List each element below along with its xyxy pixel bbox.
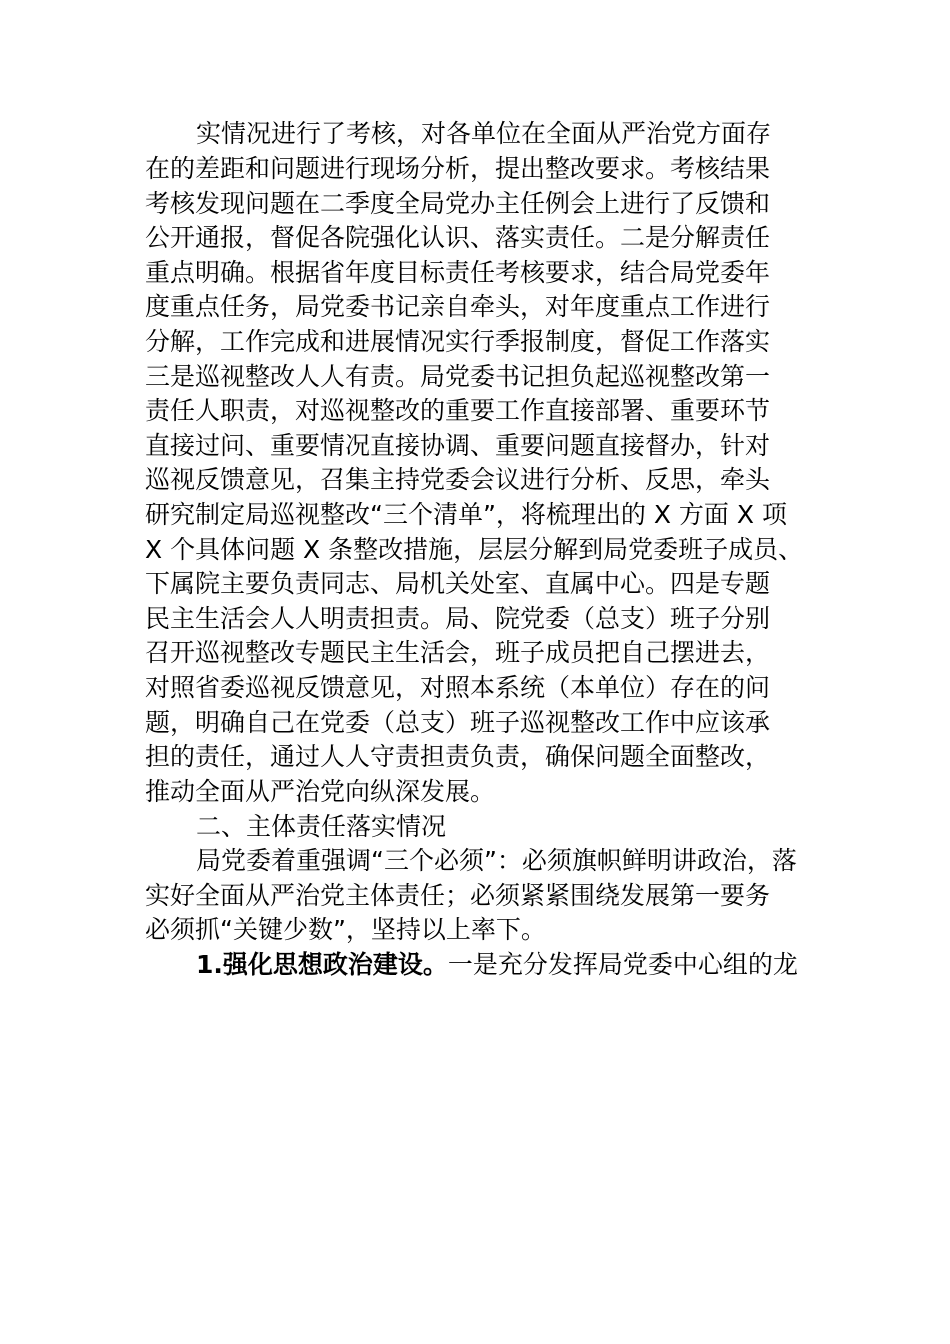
paragraph-text: 一是充分发挥局党委中心组的龙 xyxy=(447,950,798,979)
paragraph-line: 对照省委巡视反馈意见，对照本系统（本单位）存在的问 xyxy=(145,673,771,702)
paragraph-line: 三是巡视整改人人有责。局党委书记担负起巡视整改第一 xyxy=(145,362,771,391)
paragraph-line: 度重点任务，局党委书记亲自牵头，对年度重点工作进行 xyxy=(145,292,771,321)
paragraph-line: 实好全面从严治党主体责任；必须紧紧围绕发展第一要务 xyxy=(145,881,771,910)
paragraph-line: 责任人职责，对巡视整改的重要工作直接部署、重要环节 xyxy=(145,396,771,425)
paragraph-line xyxy=(196,948,798,983)
paragraph-line: 民主生活会人人明责担责。局、院党委（总支）班子分别 xyxy=(145,604,771,633)
paragraph-line: 题，明确自己在党委（总支）班子巡视整改工作中应该承 xyxy=(145,708,771,737)
paragraph-line: 必须抓“关键少数”，坚持以上率下。 xyxy=(145,915,546,944)
section-heading: 二、主体责任落实情况 xyxy=(196,812,447,841)
paragraph-line: X 个具体问题 X 条整改措施，层层分解到局党委班子成员、 xyxy=(145,535,804,564)
subsection-heading: 1.强化思想政治建设。 xyxy=(196,950,448,979)
paragraph-line: 巡视反馈意见，召集主持党委会议进行分析、反思，牵头 xyxy=(145,465,771,494)
paragraph-line: 公开通报，督促各院强化认识、落实责任。二是分解责任 xyxy=(145,223,771,252)
paragraph-line: 实情况进行了考核，对各单位在全面从严治党方面存 xyxy=(196,119,772,148)
paragraph-line: 推动全面从严治党向纵深发展。 xyxy=(145,777,496,806)
paragraph-line: 研究制定局巡视整改“三个清单”，将梳理出的 X 方面 X 项 xyxy=(145,500,787,529)
paragraph-line: 担的责任，通过人人守责担责负责，确保问题全面整改， xyxy=(145,742,771,771)
paragraph-line: 分解，工作完成和进展情况实行季报制度，督促工作落实 xyxy=(145,327,771,356)
paragraph-line: 召开巡视整改专题民主生活会，班子成员把自己摆进去， xyxy=(145,638,771,667)
paragraph-line: 下属院主要负责同志、局机关处室、直属中心。四是专题 xyxy=(145,569,771,598)
paragraph-line: 重点明确。根据省年度目标责任考核要求，结合局党委年 xyxy=(145,258,771,287)
paragraph-line: 在的差距和问题进行现场分析，提出整改要求。考核结果 xyxy=(145,154,771,183)
paragraph-line: 局党委着重强调“三个必须”：必须旗帜鲜明讲政治，落 xyxy=(196,846,797,875)
paragraph-line: 考核发现问题在二季度全局党办主任例会上进行了反馈和 xyxy=(145,189,771,218)
paragraph-line: 直接过问、重要情况直接协调、重要问题直接督办，针对 xyxy=(145,431,771,460)
